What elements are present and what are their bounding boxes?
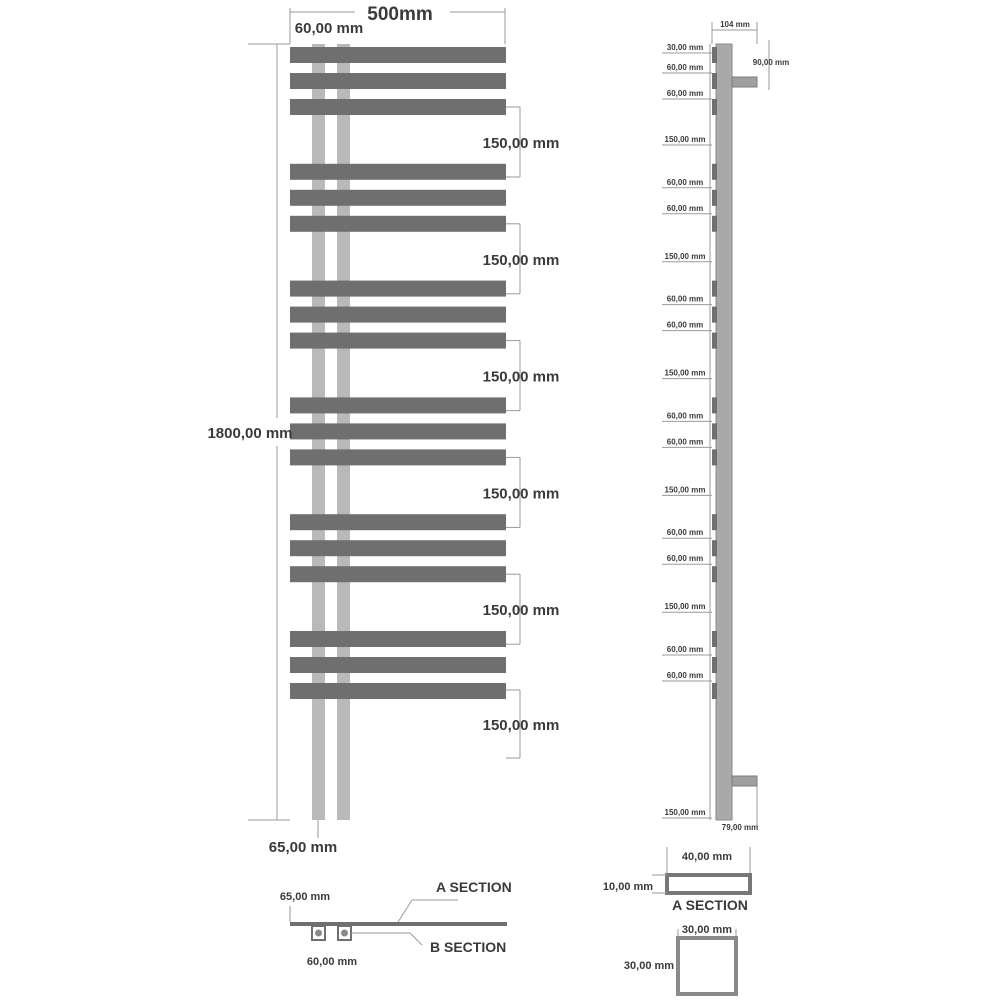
plan-view (280, 879, 512, 968)
top-connector (732, 77, 757, 87)
a-section-title: A SECTION (672, 897, 748, 913)
side-bar-stub (712, 683, 717, 699)
side-dim-label: 60,00 mm (666, 437, 704, 447)
side-bar-stub (712, 99, 717, 115)
front-bar (290, 333, 506, 349)
side-bar-stub (712, 566, 717, 582)
a-section-height-label: 10,00 mm (602, 881, 654, 893)
b-section-detail (624, 924, 736, 994)
plan-right-pipe-hole (341, 930, 348, 937)
side-bar-stub (712, 73, 717, 89)
side-dim-label: 150,00 mm (664, 485, 706, 495)
front-bar (290, 514, 506, 530)
plan-a-section-label: A SECTION (436, 879, 512, 895)
b-section-width-label: 30,00 mm (681, 924, 733, 936)
pipe-spacing-label: 60,00 mm (294, 20, 364, 37)
side-bar-stub (712, 540, 717, 556)
gap-label: 150,00 mm (482, 485, 560, 503)
side-bar-stub (712, 190, 717, 206)
front-bar (290, 47, 506, 63)
side-bar-stub (712, 423, 717, 439)
plan-b-section-label: B SECTION (430, 939, 507, 955)
gap-label: 150,00 mm (482, 251, 560, 269)
gap-label: 150,00 mm (482, 368, 560, 386)
side-dim-label: 60,00 mm (666, 203, 704, 213)
side-dim-label: 60,00 mm (666, 320, 704, 330)
bottom-connector-label: 79,00 mm (721, 823, 759, 832)
plan-bar-offset-label: 65,00 mm (279, 891, 331, 903)
side-dim-label: 60,00 mm (666, 89, 704, 98)
side-dim-label: 60,00 mm (666, 63, 704, 72)
front-bar (290, 566, 506, 582)
front-bar (290, 281, 506, 297)
front-bar (290, 164, 506, 180)
top-connector-label: 90,00 mm (752, 58, 790, 67)
a-section-detail (603, 847, 750, 913)
front-bar (290, 216, 506, 232)
side-bar-stub (712, 657, 717, 673)
front-bar (290, 73, 506, 89)
side-bar-stub (712, 514, 717, 530)
front-view (207, 4, 559, 856)
b-section-height-label: 30,00 mm (623, 960, 675, 972)
bottom-offset-label: 65,00 mm (268, 839, 338, 856)
a-section-width-label: 40,00 mm (681, 851, 733, 863)
side-bar-stub (712, 47, 717, 63)
side-dim-label: 60,00 mm (666, 294, 704, 304)
side-bar-stub (712, 631, 717, 647)
side-bar-stub (712, 449, 717, 465)
front-bar (290, 307, 506, 323)
side-dim-label: 60,00 mm (666, 528, 704, 538)
side-dim-label: 150,00 mm (664, 135, 706, 144)
front-bar (290, 540, 506, 556)
front-bar (290, 683, 506, 699)
front-bar (290, 449, 506, 465)
gap-label: 150,00 mm (482, 717, 560, 734)
side-dim-label: 150,00 mm (664, 368, 706, 378)
plan-pipe-spacing-label: 60,00 mm (306, 956, 358, 968)
side-dim-label: 60,00 mm (666, 645, 704, 654)
side-dim-label: 60,00 mm (666, 671, 704, 680)
b-section-profile (678, 938, 736, 994)
side-dim-label: 60,00 mm (666, 554, 704, 564)
side-dim-label: 150,00 mm (664, 602, 706, 612)
side-dim-label: 60,00 mm (666, 411, 704, 421)
width-label: 500mm (367, 4, 433, 25)
side-bar-stub (712, 216, 717, 232)
side-dimensions (662, 43, 712, 820)
side-bar-stub (712, 397, 717, 413)
side-dim-label: 60,00 mm (666, 177, 704, 187)
front-bar (290, 397, 506, 413)
side-dim-label: 150,00 mm (664, 808, 706, 817)
side-bar-stub (712, 164, 717, 180)
front-bar (290, 190, 506, 206)
side-bar-stub (712, 333, 717, 349)
side-bar-stub (712, 307, 717, 323)
bottom-connector (732, 776, 757, 786)
plan-left-pipe-hole (315, 930, 322, 937)
side-bar-stub (712, 281, 717, 297)
front-bar (290, 631, 506, 647)
gap-label: 150,00 mm (482, 602, 560, 620)
side-post (716, 44, 732, 820)
side-view (662, 20, 789, 832)
height-label: 1800,00 mm (207, 425, 293, 442)
front-bar (290, 423, 506, 439)
front-bar (290, 657, 506, 673)
side-dim-label: 30,00 mm (666, 43, 704, 52)
gap-label: 150,00 mm (482, 135, 560, 152)
front-bar (290, 99, 506, 115)
side-dim-label: 150,00 mm (664, 251, 706, 261)
depth-label: 104 mm (720, 20, 750, 29)
a-section-profile (667, 875, 750, 893)
